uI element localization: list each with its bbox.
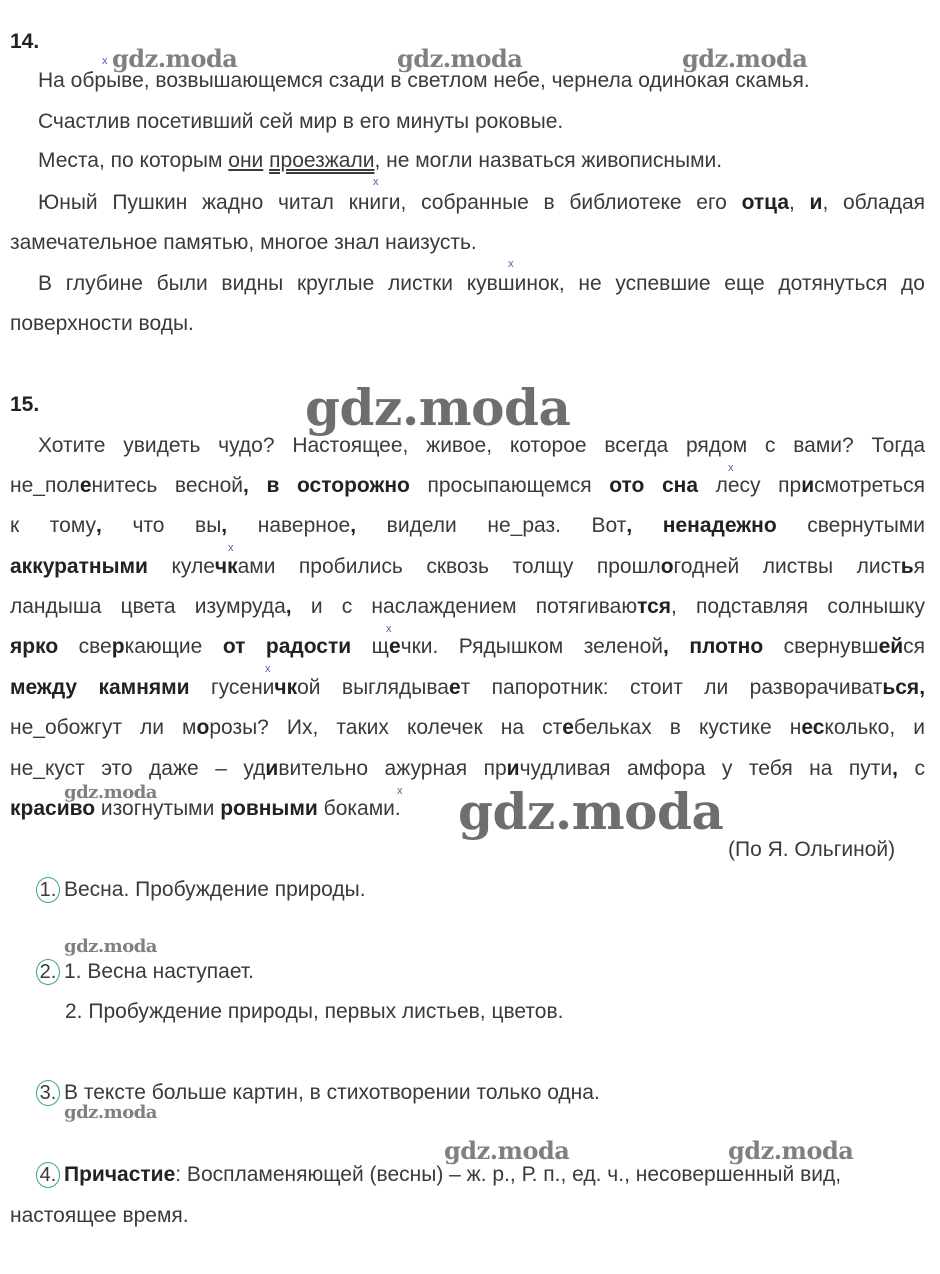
answer-number: 1. xyxy=(36,877,60,903)
text-line xyxy=(10,554,925,580)
bold: чк xyxy=(274,676,298,699)
plan-item: 1. Весна наступает. xyxy=(64,960,254,983)
sentence-4b: замечательное памятью, многое знал наизусть. xyxy=(10,231,477,254)
text: , xyxy=(789,191,810,214)
sentence-1: На обрыве, возвышающемся сзади в светлом небе, чернела одинокая скамья. xyxy=(38,69,810,92)
text: ся xyxy=(903,635,926,658)
text: щ xyxy=(351,635,389,658)
sentence-2: Счастлив посетивший сей мир в его минуты роковые. xyxy=(38,110,564,133)
text: вительно ажурная пр xyxy=(278,757,507,780)
answer-text: настоящее время. xyxy=(10,1204,189,1227)
bold: ото сна xyxy=(609,474,699,497)
task-14-number: 14. xyxy=(10,30,40,53)
answer-2 xyxy=(36,959,254,985)
plan-item: 2. Пробуждение природы, первых листьев, цветов. xyxy=(65,1000,564,1023)
text-line xyxy=(10,473,925,499)
mark: x xyxy=(373,176,379,188)
text: с xyxy=(898,757,926,780)
text: видели не_раз. Вот xyxy=(356,514,627,537)
bold: ей xyxy=(878,635,904,658)
answer-text: Весна. Пробуждение природы. xyxy=(64,878,366,901)
bold: и xyxy=(801,474,815,497)
bold: , xyxy=(285,595,292,618)
bold: е xyxy=(448,676,461,699)
bold: , xyxy=(350,514,357,537)
text-line xyxy=(10,594,925,620)
text: не_обожгут ли м xyxy=(10,716,197,739)
text: нитесь весной xyxy=(91,474,244,497)
watermark: gdz.moda xyxy=(458,782,724,841)
subject: они xyxy=(228,149,264,172)
mark: x xyxy=(265,663,271,675)
bold: о xyxy=(196,716,210,739)
text: наверное xyxy=(227,514,351,537)
bold: плотно xyxy=(689,635,764,658)
text-line xyxy=(10,756,925,782)
sentence-4a xyxy=(38,190,925,216)
text: и с наслаждением потягиваю xyxy=(291,595,638,618)
mark: x xyxy=(386,623,392,635)
answer-text: В тексте больше картин, в стихотворении только одна. xyxy=(64,1081,600,1104)
text: куле xyxy=(147,555,215,578)
text: ландыша цвета изумруда xyxy=(10,595,286,618)
bold: ь xyxy=(900,555,914,578)
mark: x xyxy=(102,55,108,67)
watermark: gdz.moda xyxy=(728,1136,854,1165)
text: свернувш xyxy=(763,635,879,658)
bold: и xyxy=(265,757,279,780)
bold: , xyxy=(919,676,926,699)
text: боками. xyxy=(317,797,401,820)
text: ой выглядыва xyxy=(297,676,449,699)
text-line xyxy=(10,675,925,701)
text-line xyxy=(10,634,925,660)
watermark: gdz.moda xyxy=(305,378,571,437)
bold: , xyxy=(221,514,228,537)
text: лесу пр xyxy=(698,474,802,497)
answer-number: 4. xyxy=(36,1162,60,1188)
answer-text: : Воспламеняющей (весны) – ж. р., Р. п., ед. ч., несовершенный вид, xyxy=(175,1163,842,1186)
bold: тся xyxy=(637,595,672,618)
bold: отца xyxy=(741,191,789,214)
bold: , xyxy=(626,514,633,537)
bold: и xyxy=(809,191,823,214)
text: просыпающемся xyxy=(409,474,610,497)
bold: р xyxy=(111,635,125,658)
bold: ненадежно xyxy=(662,514,777,537)
watermark: gdz.moda xyxy=(112,44,238,73)
watermark: gdz.moda xyxy=(64,782,157,803)
text: свернутыми xyxy=(776,514,926,537)
bold: е xyxy=(79,474,92,497)
text: изогнутыми xyxy=(95,797,221,820)
bold: ес xyxy=(801,716,825,739)
mark: x xyxy=(228,542,234,554)
mark: x xyxy=(508,258,514,270)
watermark: gdz.moda xyxy=(64,936,157,957)
text: бельках в кустике н xyxy=(573,716,802,739)
text: колько, и xyxy=(824,716,925,739)
text: чки. Рядышком зеленой xyxy=(400,635,664,658)
text: Места, по которым xyxy=(38,149,229,172)
text: к тому xyxy=(10,514,97,537)
watermark: gdz.moda xyxy=(397,44,523,73)
bold: между камнями xyxy=(10,676,190,699)
text: , обладая xyxy=(822,191,926,214)
text: Юный Пушкин жадно читал книги, собранные в библиотеке его xyxy=(38,191,742,214)
bold: о xyxy=(660,555,674,578)
bold: осторожно xyxy=(297,474,410,497)
answer-1 xyxy=(36,877,366,903)
text-line xyxy=(10,715,925,741)
bold: , xyxy=(892,757,899,780)
bold: ься xyxy=(882,676,920,699)
bold: , xyxy=(96,514,102,537)
text: , подставляя солнышку xyxy=(671,595,925,618)
bold: и xyxy=(506,757,520,780)
mark: x xyxy=(397,785,403,797)
text: годней листвы лист xyxy=(673,555,901,578)
text: чудливая амфора у тебя на пути xyxy=(519,757,893,780)
bold: ярко xyxy=(10,635,59,658)
mark: x xyxy=(728,462,734,474)
text xyxy=(632,514,663,537)
watermark: gdz.moda xyxy=(682,44,808,73)
bold: красиво xyxy=(10,797,96,820)
text: не_пол xyxy=(10,474,80,497)
answer-number: 3. xyxy=(36,1080,60,1106)
bold: чк xyxy=(214,555,238,578)
text: , не могли назваться живописными. xyxy=(374,149,723,172)
predicate: проезжали xyxy=(269,149,375,172)
text-line xyxy=(10,796,401,822)
sentence-5a: В глубине были видны круглые листки кувшинок, не успевшие еще дотянуться до xyxy=(38,272,925,295)
answer-number: 2. xyxy=(36,959,60,985)
bold: е xyxy=(562,716,574,739)
text: не_куст это даже – уд xyxy=(10,757,266,780)
watermark: gdz.moda xyxy=(64,1102,157,1123)
bold: аккуратными xyxy=(10,555,148,578)
text: я xyxy=(913,555,925,578)
text: т папоротник: стоит ли разворачиват xyxy=(460,676,883,699)
watermark: gdz.moda xyxy=(444,1136,570,1165)
bold: е xyxy=(388,635,401,658)
author: (По Я. Ольгиной) xyxy=(728,838,896,861)
bold: ровными xyxy=(220,797,318,820)
bold: , xyxy=(663,635,690,658)
text-line xyxy=(10,513,925,539)
sentence-5b: поверхности воды. xyxy=(10,312,194,335)
text: све xyxy=(58,635,112,658)
task-15-number: 15. xyxy=(10,393,40,416)
answer-4 xyxy=(36,1162,841,1188)
text: что вы xyxy=(101,514,222,537)
text-line: Хотите увидеть чудо? Настоящее, живое, которое всегда рядом с вами? Тогда xyxy=(38,434,925,457)
sentence-3 xyxy=(38,148,722,174)
bold: , в xyxy=(243,474,297,497)
answer-label: Причастие xyxy=(64,1163,176,1186)
text: розы? Их, таких колечек на ст xyxy=(209,716,563,739)
text: смотреться xyxy=(814,474,925,497)
text: гусени xyxy=(189,676,275,699)
text: ами пробились сквозь толщу прошл xyxy=(237,555,661,578)
text: кающие xyxy=(124,635,223,658)
bold: от радости xyxy=(222,635,352,658)
